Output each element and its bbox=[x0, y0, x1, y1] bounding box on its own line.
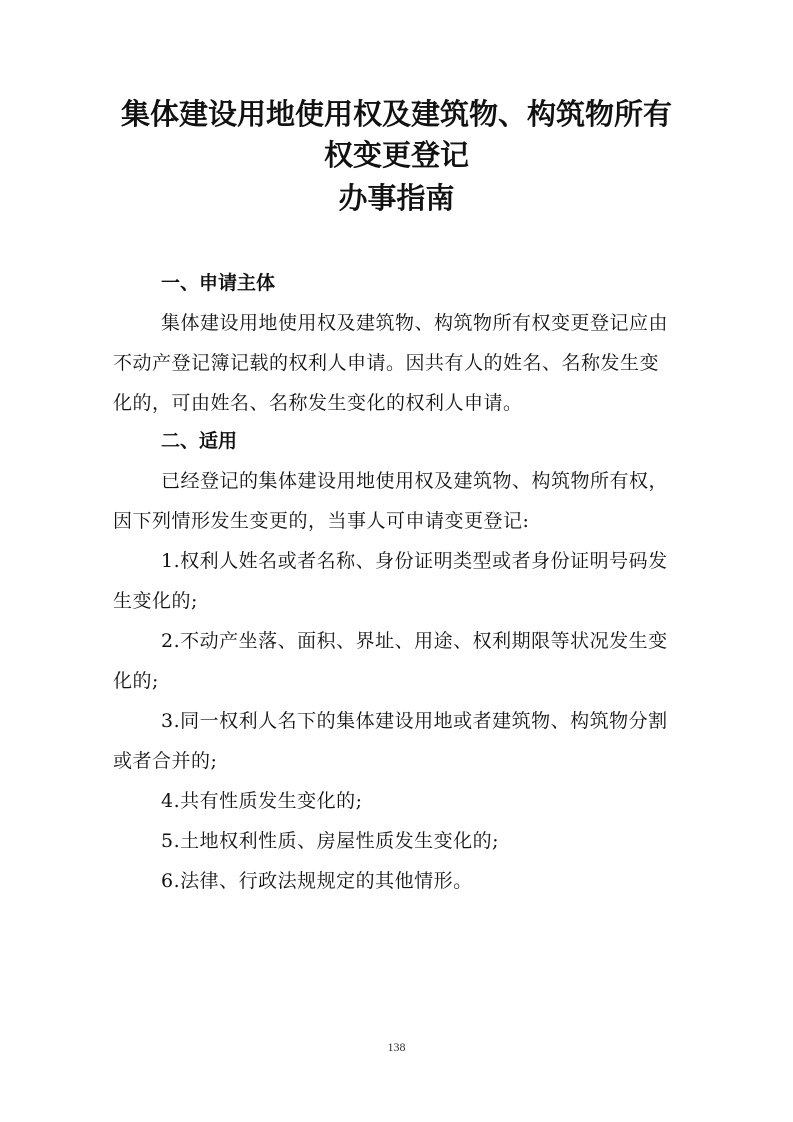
page-number: 138 bbox=[387, 1040, 406, 1054]
document-title-line-3: 办事指南 bbox=[338, 181, 455, 215]
list-item-1: 1.权利人姓名或者名称、身份证明类型或者身份证明号码发生变化的; bbox=[113, 550, 668, 612]
list-item-3: 3.同一权利人名下的集体建设用地或者建筑物、构筑物分割或者合并的; bbox=[113, 710, 668, 772]
list-item-5: 5.土地权利性质、房屋性质发生变化的; bbox=[161, 830, 500, 852]
document-title-line-1: 集体建设用地使用权及建筑物、构筑物所有 bbox=[120, 97, 672, 131]
list-item-2: 2.不动产坐落、面积、界址、用途、权利期限等状况发生变化的; bbox=[113, 630, 668, 692]
section-heading-applicability: 二、适用 bbox=[161, 430, 238, 452]
list-item-4: 4.共有性质发生变化的; bbox=[161, 790, 363, 812]
section-heading-applicant: 一、申请主体 bbox=[161, 272, 276, 294]
paragraph-applicability-intro: 已经登记的集体建设用地使用权及建筑物、构筑物所有权，因下列情形发生变更的，当事人可申请变更登记: bbox=[113, 470, 669, 532]
paragraph-applicant: 集体建设用地使用权及建筑物、构筑物所有权变更登记应由不动产登记簿记载的权利人申请。因共有人的姓名、名称发生变化的，可由姓名、名称发生变化的权利人申请。 bbox=[113, 312, 669, 414]
list-item-6: 6.法律、行政法规规定的其他情形。 bbox=[161, 870, 473, 892]
document-title-line-2: 权变更登记 bbox=[323, 138, 469, 172]
